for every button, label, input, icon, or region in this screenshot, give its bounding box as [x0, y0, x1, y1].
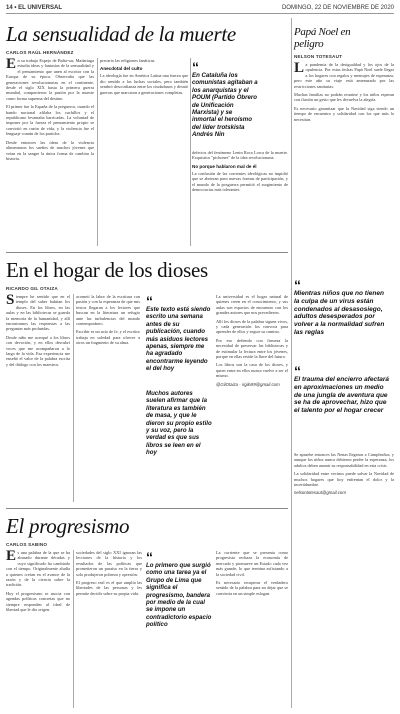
section-divider [6, 508, 288, 509]
paragraph: Se apruebe entonces las Nenas llegaron a Cumpleaños, y aunque los niños nunca debieron perder la esperanza, los adultos deben asumir su responsabilidad en esta crisis. [294, 452, 394, 468]
author-contact: @GilOtaiza · rigilo99@gmail.com [216, 381, 280, 387]
article-column [216, 294, 288, 502]
article-title: La sensualidad de la muerte [6, 22, 236, 46]
paragraph: En su trabajo Espejo de Balta-sar, Madariaga estudia ideas y fantasías de la sensualidad y el pensamiento que unen al escritor con la Europa de su época. Observaba que las generaciones revolucionarias en el continente, desde el siglo XIX hasta la primera guerra mundial, compartieron la pasión por la muerte como forma suprema del destino. [6, 58, 94, 101]
article-column [76, 294, 140, 502]
paragraph: Hoy el progresismo se asocia con agendas políticas concretas que no siempre responden al ideal de libertad que le dio origen. [6, 590, 70, 613]
pull-quote-text: El trauma del encierro afectará en aproximaciones un medio de una jungla de aventura que se ha de aprovechar, hizo que el talento por el hogar crecer [294, 376, 390, 415]
paragraph: La solidaridad entre vecinos puede salvar la Navidad de muchos hogares que hoy enfrentan el dolor y la incertidumbre. [294, 471, 394, 488]
article-title: Papá Noel en peligro [294, 26, 351, 50]
paragraph: defectos del fenómeno Lenin Roca Lorca de la muerte. Exquisitos "pichones" de la idea revolucionaria. [192, 150, 288, 161]
column-divider [73, 550, 74, 708]
article-column [6, 294, 70, 502]
pull-quote [146, 549, 212, 629]
quote-mark-icon: “ [294, 277, 301, 293]
quote-mark-icon: “ [192, 59, 199, 75]
article-column [192, 150, 288, 246]
paragraph: Los libros son la casa de los dioses, y quien entra en ellos nunca vuelve a ser el mismo. [216, 362, 288, 379]
author-contact: nelsontotesaut@gmail.com [294, 490, 346, 496]
article-column [6, 550, 70, 708]
pull-quote [146, 293, 212, 373]
article-byline: CARLOS RAÚL HERNÁNDEZ [6, 50, 74, 55]
paragraph: La confusión de las corrientes ideológicas no impidió que se abrieran paso nuevas formas de participación, y el mundo de la posguerra permitió el surgimiento de democracias más tolerantes. [192, 170, 288, 193]
paragraph: sociedades del siglo XXI ignoran las lecciones de la historia y los resultados de las políticas que prometieron un paraíso en la tierra y solo produjeron pobreza y opresión. [76, 550, 142, 577]
article-title: En el hogar de los dioses [6, 258, 208, 282]
paragraph: Allí los dioses de la palabra siguen vivos, y cada generación los convoca para aprender de ellos y seguir su camino. [216, 318, 288, 335]
paragraph: Muchas familias no podrán reunirse y los niños esperan con ilusión un gesto que les devuelva la alegría. [294, 92, 394, 103]
paragraph: Desde niño me acerqué a los libros con devoción, y en ellos descubrí voces que me acompañaron a lo largo de la vida. Esa experiencia me enseñó el valor de la palabra escrita y del diálogo con los maestros. [6, 334, 70, 367]
column-divider [73, 294, 74, 502]
pull-quote-text: Este texto está siendo escrito una semana antes de su publicación, cuando más asiduos lectores apenas, siempre me ha agradado encontrarme leyendo el del hoy [146, 306, 211, 373]
paragraph: La pandemia de la desigualdad y los ojos de la opulencia. Por estas fechas Papá Noel suele llegar a los hogares con regalos y mensajes de esperanza, pero este año su viaje está amenazado por las restricciones sanitarias. [294, 62, 394, 89]
paragraph: Escribir es un acto de fe, y el escritor trabaja en soledad para ofrecer a otros un fragmento de su alma. [76, 329, 140, 346]
subheading: Anecdotal del culto [100, 66, 143, 72]
subheading: No porque hablaron mal de él [192, 163, 257, 169]
quote-mark-icon: “ [294, 363, 301, 379]
article-title: El progresismo [6, 514, 130, 538]
pull-quote-text: Muchos autores suelen afirmar que la literatura es también de masa, y que le dieron su propio estilo y su voz, pero la verdad es que sus libros se leen en el hoy [146, 390, 212, 457]
paragraph: El progreso real es el que amplía las libertades de las personas y les permite decidir sobre su propia vida. [76, 580, 142, 596]
paragraph: Por eso defiendo con firmeza la necesidad de preservar las bibliotecas y de estimular la lectura entre los jóvenes, porque en ellas reside la llave del futuro. [216, 337, 288, 360]
quote-mark-icon: “ [146, 293, 153, 309]
pull-quote [146, 390, 212, 457]
column-divider [190, 58, 191, 246]
article-column [76, 550, 142, 708]
page-date: DOMINGO, 22 DE NOVIEMBRE DE 2020 [281, 5, 394, 11]
column-divider [97, 58, 98, 246]
sidebar-article [294, 26, 394, 59]
paragraph: precario las religiones fanáticas. [100, 58, 156, 63]
paragraph: Es una palabra de la que se ha abusado durante décadas y cuyo significado ha cambiado con el tiempo. Originalmente aludía a quienes creían en el avance de la razón y de la ciencia sobre la tradición. [6, 550, 70, 588]
article-column [100, 58, 188, 246]
paragraph: Es necesario recuperar el verdadero sentido de la palabra para no dejar que se convierta en un simple eslogan. [216, 580, 288, 596]
article-byline: CARLOS SABINO [6, 542, 48, 547]
article-column [294, 62, 394, 274]
quote-mark-icon: “ [146, 549, 153, 565]
pull-quote-text: Lo primero que surgió como una tarea ya el Grupo de Lima que significa el progresismo, bandera por medio de la cual se impone un contradictorio espacio político [146, 562, 212, 629]
page-header [6, 3, 394, 14]
pull-quote [294, 363, 390, 415]
article-column [216, 550, 288, 708]
pull-quote [294, 277, 390, 337]
paragraph: Siempre he sentido que en el templo del saber habitan los dioses. En los libros, en las aulas y en las bibliotecas se guarda la memoria de la humanidad, y allí encontramos las respuestas a las preguntas más profundas. [6, 294, 70, 332]
pull-quote-text: En Cataluña los comunistas agitaban a los anarquistas y el POUM (Partido Obrero de Unificación Marxista) y se inmortal el heroísmo del líder trotskista Andrés Nin [192, 72, 258, 139]
article-byline: NELSON TOTESAUT [294, 54, 343, 59]
article-column [294, 452, 394, 708]
page-section: 14 • EL UNIVERSAL [6, 5, 63, 11]
paragraph: Desde entonces las ideas de la violencia alimentaron los sueños de muchos jóvenes que veían en la sangre la única forma de cambiar la historia. [6, 139, 94, 161]
article-byline: RICARDO GIL OTAIZA [6, 286, 58, 291]
pull-quote-text: Mientras niños que no tienen la culpa de un virus están condenados al desasosiego, adultos desesperados por volver a la normalidad sufren las reglas [294, 290, 385, 336]
article-column [6, 58, 94, 246]
paragraph: acometí la labor de la escritura con pasión y con la esperanza de que mis textos llegaran a los lectores que buscan en la literatura un refugio ante las turbulencias del mundo contemporáneo. [76, 294, 140, 327]
paragraph: Es necesario garantizar que la Navidad siga siendo un tiempo de encuentro y solidaridad con los que más lo necesitan. [294, 105, 394, 122]
section-divider [6, 252, 288, 253]
paragraph: El primer fue la España de la preguerra, cuando el bando nacional afilaba los cuchillos y el republicano levantaba barricadas. La voluntad de imponer por la fuerza el pensamiento propio se convirtió en razón de vida, y la violencia fue el lenguaje común de los partidos. [6, 104, 94, 137]
paragraph: La ideología fue en América Latina una fuerza que dio sentido a las luchas sociales, pero también sembró desconfianza entre los ciudadanos y desató guerras que marcaron a generaciones completas. [100, 73, 188, 95]
column-divider [291, 18, 292, 708]
paragraph: La universidad es el hogar natural de quienes creen en el conocimiento, y sus aulas son espacios de encuentro con los grandes autores que nos precedieron. [216, 294, 288, 316]
paragraph: La corriente que se presenta como progresista rechaza la economía de mercado y promueve un Estado cada vez más grande, lo que termina asfixiando a la sociedad civil. [216, 550, 288, 577]
